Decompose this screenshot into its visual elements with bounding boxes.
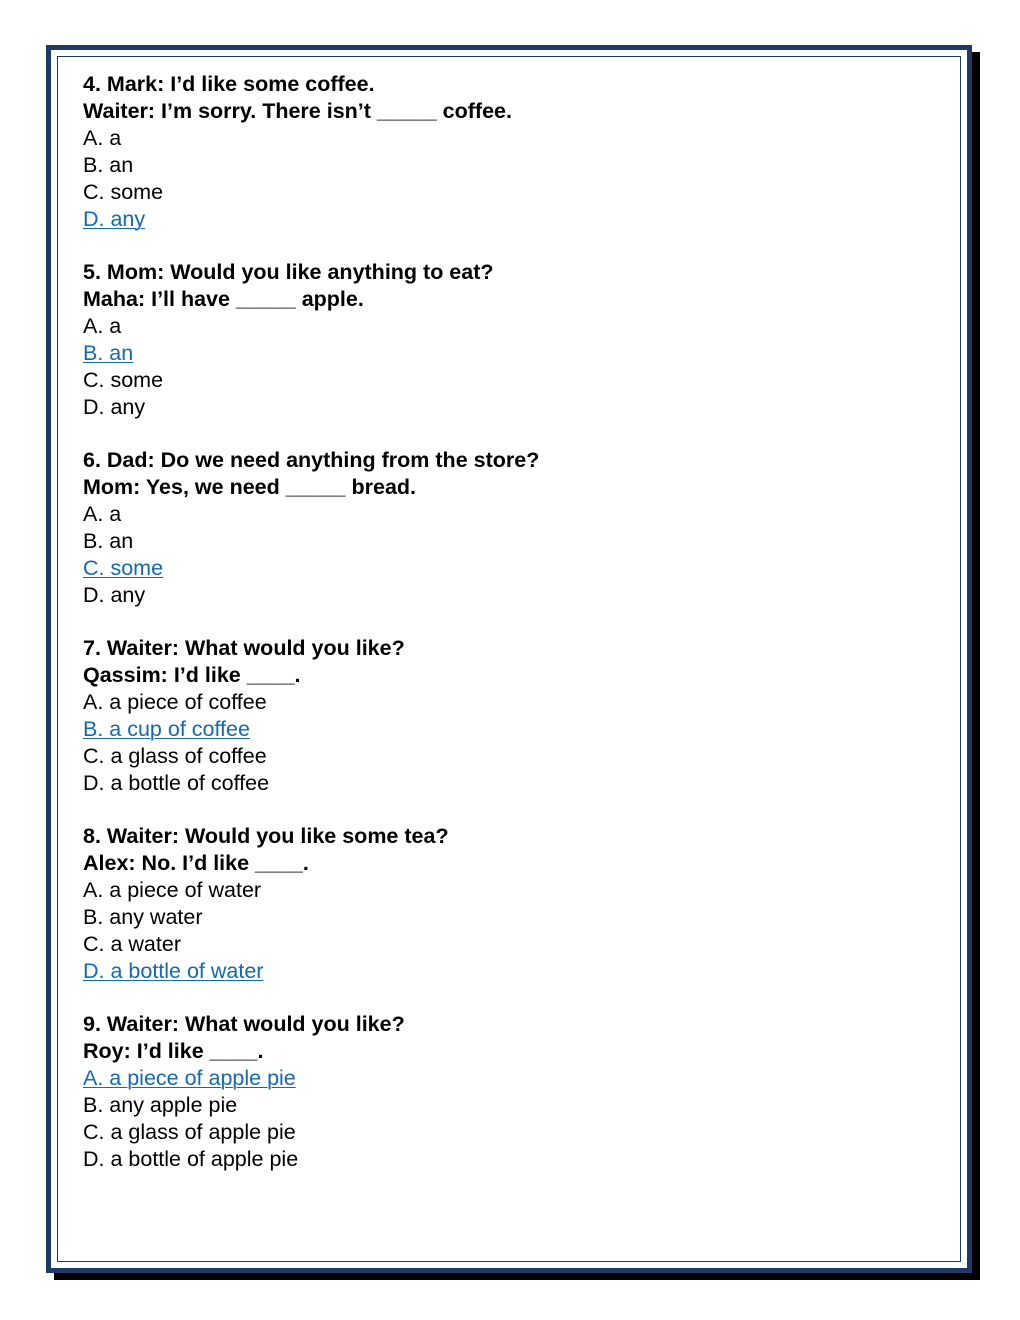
option-d[interactable]: D. any [83,207,146,231]
question-5 [83,259,943,421]
option-b[interactable]: B. an [83,341,134,365]
option-c: C. a glass of coffee [83,744,267,768]
option-b[interactable]: B. a cup of coffee [83,717,250,741]
option-c[interactable]: C. some [83,556,164,580]
option-c: C. a water [83,932,181,956]
option-b: B. any water [83,905,203,929]
question-reply: Waiter: I’m sorry. There isn’t _____ coffee. [83,99,512,123]
option-d[interactable]: D. a bottle of water [83,959,264,983]
question-reply: Roy: I’d like ____. [83,1039,264,1063]
question-4 [83,71,943,233]
option-b: B. any apple pie [83,1093,238,1117]
question-list [83,71,943,1199]
question-prompt: 5. Mom: Would you like anything to eat? [83,260,494,284]
option-a[interactable]: A. a piece of apple pie [83,1066,296,1090]
question-prompt: 7. Waiter: What would you like? [83,636,405,660]
option-c: C. some [83,180,164,204]
question-reply: Mom: Yes, we need _____ bread. [83,475,417,499]
question-6 [83,447,943,609]
option-d: D. a bottle of coffee [83,771,270,795]
option-a: A. a [83,314,122,338]
question-7 [83,635,943,797]
question-reply: Alex: No. I’d like ____. [83,851,309,875]
question-8 [83,823,943,985]
option-a: A. a [83,126,122,150]
question-prompt: 9. Waiter: What would you like? [83,1012,405,1036]
question-prompt: 8. Waiter: Would you like some tea? [83,824,449,848]
option-b: B. an [83,529,134,553]
option-a: A. a piece of water [83,878,262,902]
question-prompt: 4. Mark: I’d like some coffee. [83,72,375,96]
question-9 [83,1011,943,1173]
option-a: A. a piece of coffee [83,690,267,714]
question-reply: Qassim: I’d like ____. [83,663,301,687]
question-prompt: 6. Dad: Do we need anything from the store? [83,448,540,472]
option-b: B. an [83,153,134,177]
option-a: A. a [83,502,122,526]
option-c: C. some [83,368,164,392]
option-d: D. any [83,583,146,607]
option-d: D. any [83,395,146,419]
option-c: C. a glass of apple pie [83,1120,296,1144]
option-d: D. a bottle of apple pie [83,1147,299,1171]
question-reply: Maha: I’ll have _____ apple. [83,287,364,311]
